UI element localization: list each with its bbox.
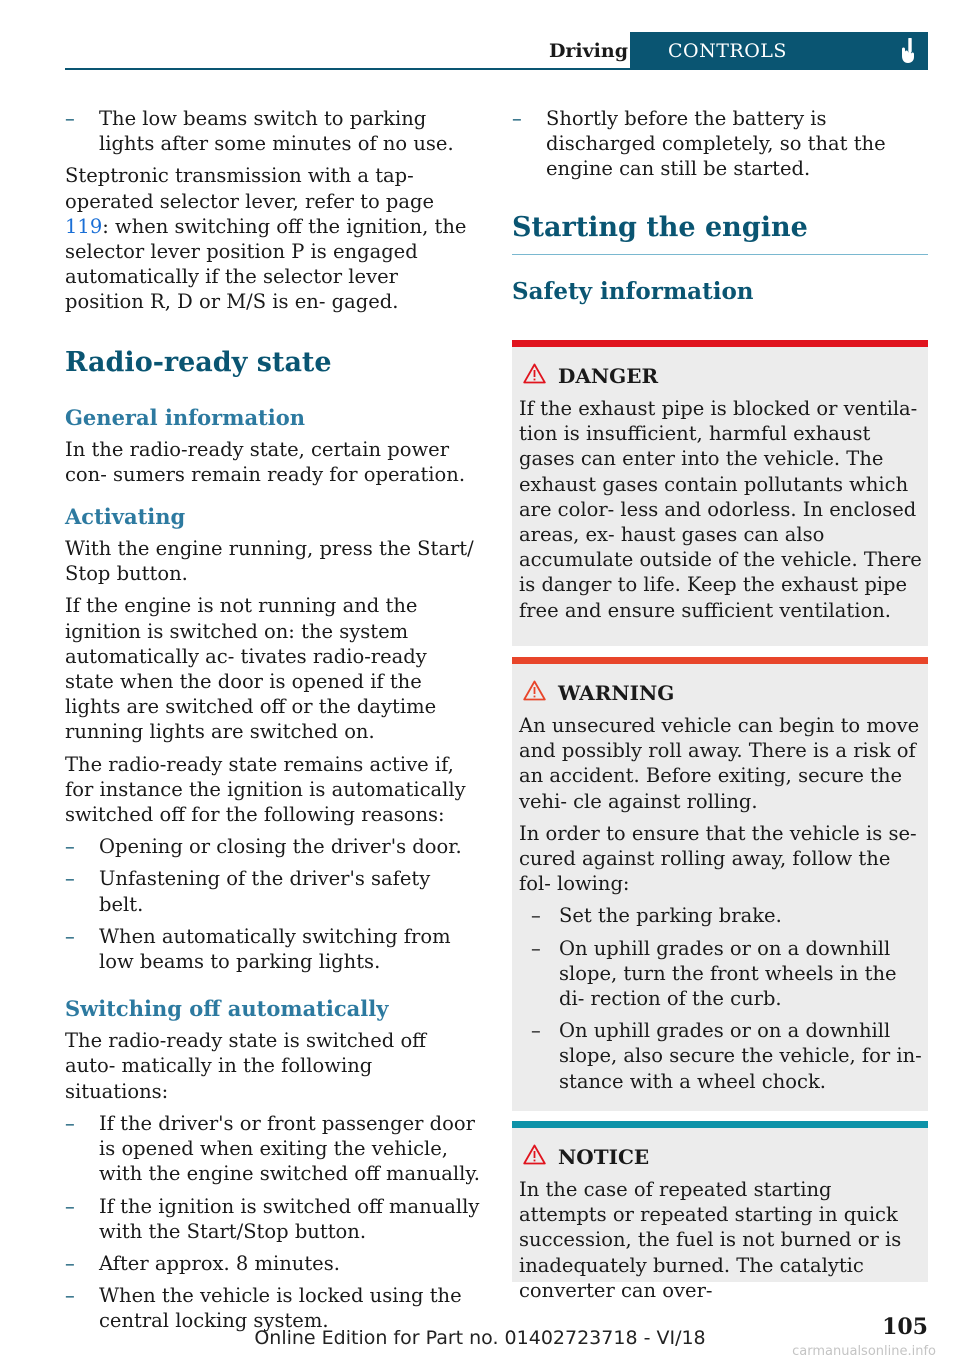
page-reference-link[interactable]: 119 bbox=[65, 214, 103, 238]
header-rule bbox=[65, 68, 928, 70]
page-header bbox=[65, 32, 928, 70]
heading-general-information: General information bbox=[65, 404, 306, 430]
danger-title: DANGER bbox=[519, 363, 922, 389]
warning-triangle-icon bbox=[523, 363, 546, 384]
footer-edition: Online Edition for Part no. 01402723718 - VI/18 bbox=[254, 1327, 706, 1349]
list-dash: – bbox=[512, 107, 522, 130]
list-item: – After approx. 8 minutes. bbox=[65, 1251, 340, 1275]
paragraph-activating-3: The radio-ready state remains active if, for instance the ignition is automatically switched off for the following reasons: bbox=[65, 752, 466, 827]
header-chapter-label: CONTROLS bbox=[668, 40, 787, 62]
paragraph-steptronic: Steptronic transmission with a tap-operated selector lever, refer to page 119: when switching off the ignition, the selector lever position P is engaged automatically if the selector lever position R, D or M/S is en‐ gaged. bbox=[65, 164, 467, 314]
list-item: – When the vehicle is locked using the central locking system. bbox=[65, 1284, 462, 1333]
list-dash: – bbox=[65, 107, 75, 130]
paragraph-activating-1: With the engine running, press the Start/ Stop button. bbox=[65, 537, 474, 586]
danger-text: If the exhaust pipe is blocked or ventila‐ tion is insufficient, harmful exhaust gases can enter into the vehicle. The exhaust gases contain pollutants which are color‐ less and odorless. In enclosed areas, ex‐ haust gases can also accumulate outside of the vehicle. There is danger to life. Keep the exhaust pipe free and ensure sufficient ventilation. bbox=[519, 397, 922, 622]
section-rule bbox=[512, 254, 928, 255]
heading-activating: Activating bbox=[65, 504, 186, 530]
watermark: carmanualsonline.info bbox=[792, 1344, 936, 1359]
paragraph-general: In the radio-ready state, certain power con‐ sumers remain ready for operation. bbox=[65, 437, 466, 486]
paragraph-activating-2: If the engine is not running and the ignition is switched on: the system automatically ac‐ tivates radio-ready state when the door is opened if the lights are switched off or the daytime running lights are switched on. bbox=[65, 594, 437, 744]
header-section-title: Driving bbox=[548, 40, 628, 62]
notice-text: In the case of repeated starting attempts or repeated starting in quick succession, the fuel is not burned or is inadequately burned. The catalytic converter can over‐ bbox=[519, 1178, 902, 1302]
list-item: – Set the parking brake. bbox=[531, 904, 782, 928]
list-item: – If the driver's or front passenger door is opened when exiting the vehicle, with the engine switched off manually. bbox=[65, 1111, 480, 1186]
notice-title: NOTICE bbox=[519, 1144, 922, 1170]
list-item: – When automatically switching from low beams to parking lights. bbox=[65, 924, 451, 974]
warning-text-2: In order to ensure that the vehicle is se‐ cured against rolling away, follow the fol‐ lowing: bbox=[519, 821, 917, 896]
warning-triangle-icon bbox=[523, 680, 546, 701]
heading-safety-information: Safety information bbox=[512, 277, 754, 305]
warning-triangle-icon bbox=[523, 1144, 546, 1165]
list-item: – Opening or closing the driver's door. bbox=[65, 835, 462, 859]
notice-box bbox=[512, 1121, 928, 1302]
warning-box bbox=[512, 657, 928, 1111]
warning-title: WARNING bbox=[519, 680, 922, 706]
warning-text-1: An unsecured vehicle can begin to move and possibly roll away. There is a risk of an accident. Before exiting, secure the vehi‐ cle against rolling. bbox=[519, 714, 920, 813]
page-number: 105 bbox=[882, 1314, 928, 1340]
list-item: – If the ignition is switched off manually with the Start/Stop button. bbox=[65, 1194, 480, 1243]
right-column bbox=[512, 106, 928, 307]
heading-switching-off: Switching off automatically bbox=[65, 996, 389, 1022]
heading-radio-ready: Radio-ready state bbox=[65, 346, 332, 378]
list-item: – On uphill grades or on a downhill slope, turn the front wheels in the di‐ rection of the curb. bbox=[531, 936, 897, 1011]
list-item: – Unfastening of the driver's safety belt. bbox=[65, 867, 431, 916]
paragraph-switching: The radio-ready state is switched off auto‐ matically in the following situations: bbox=[65, 1029, 427, 1103]
steering-hand-icon bbox=[898, 38, 920, 64]
list-item: – Shortly before the battery is discharged completely, so that the engine can still be started. bbox=[512, 107, 886, 181]
left-column bbox=[65, 106, 480, 1341]
heading-starting-engine: Starting the engine bbox=[512, 211, 808, 243]
list-item: – On uphill grades or on a downhill slope, also secure the vehicle, for in‐ stance with a wheel chock. bbox=[531, 1019, 922, 1093]
danger-box bbox=[512, 340, 928, 646]
list-item: – The low beams switch to parking lights after some minutes of no use. bbox=[65, 107, 454, 156]
header-chapter-tab bbox=[630, 32, 928, 70]
